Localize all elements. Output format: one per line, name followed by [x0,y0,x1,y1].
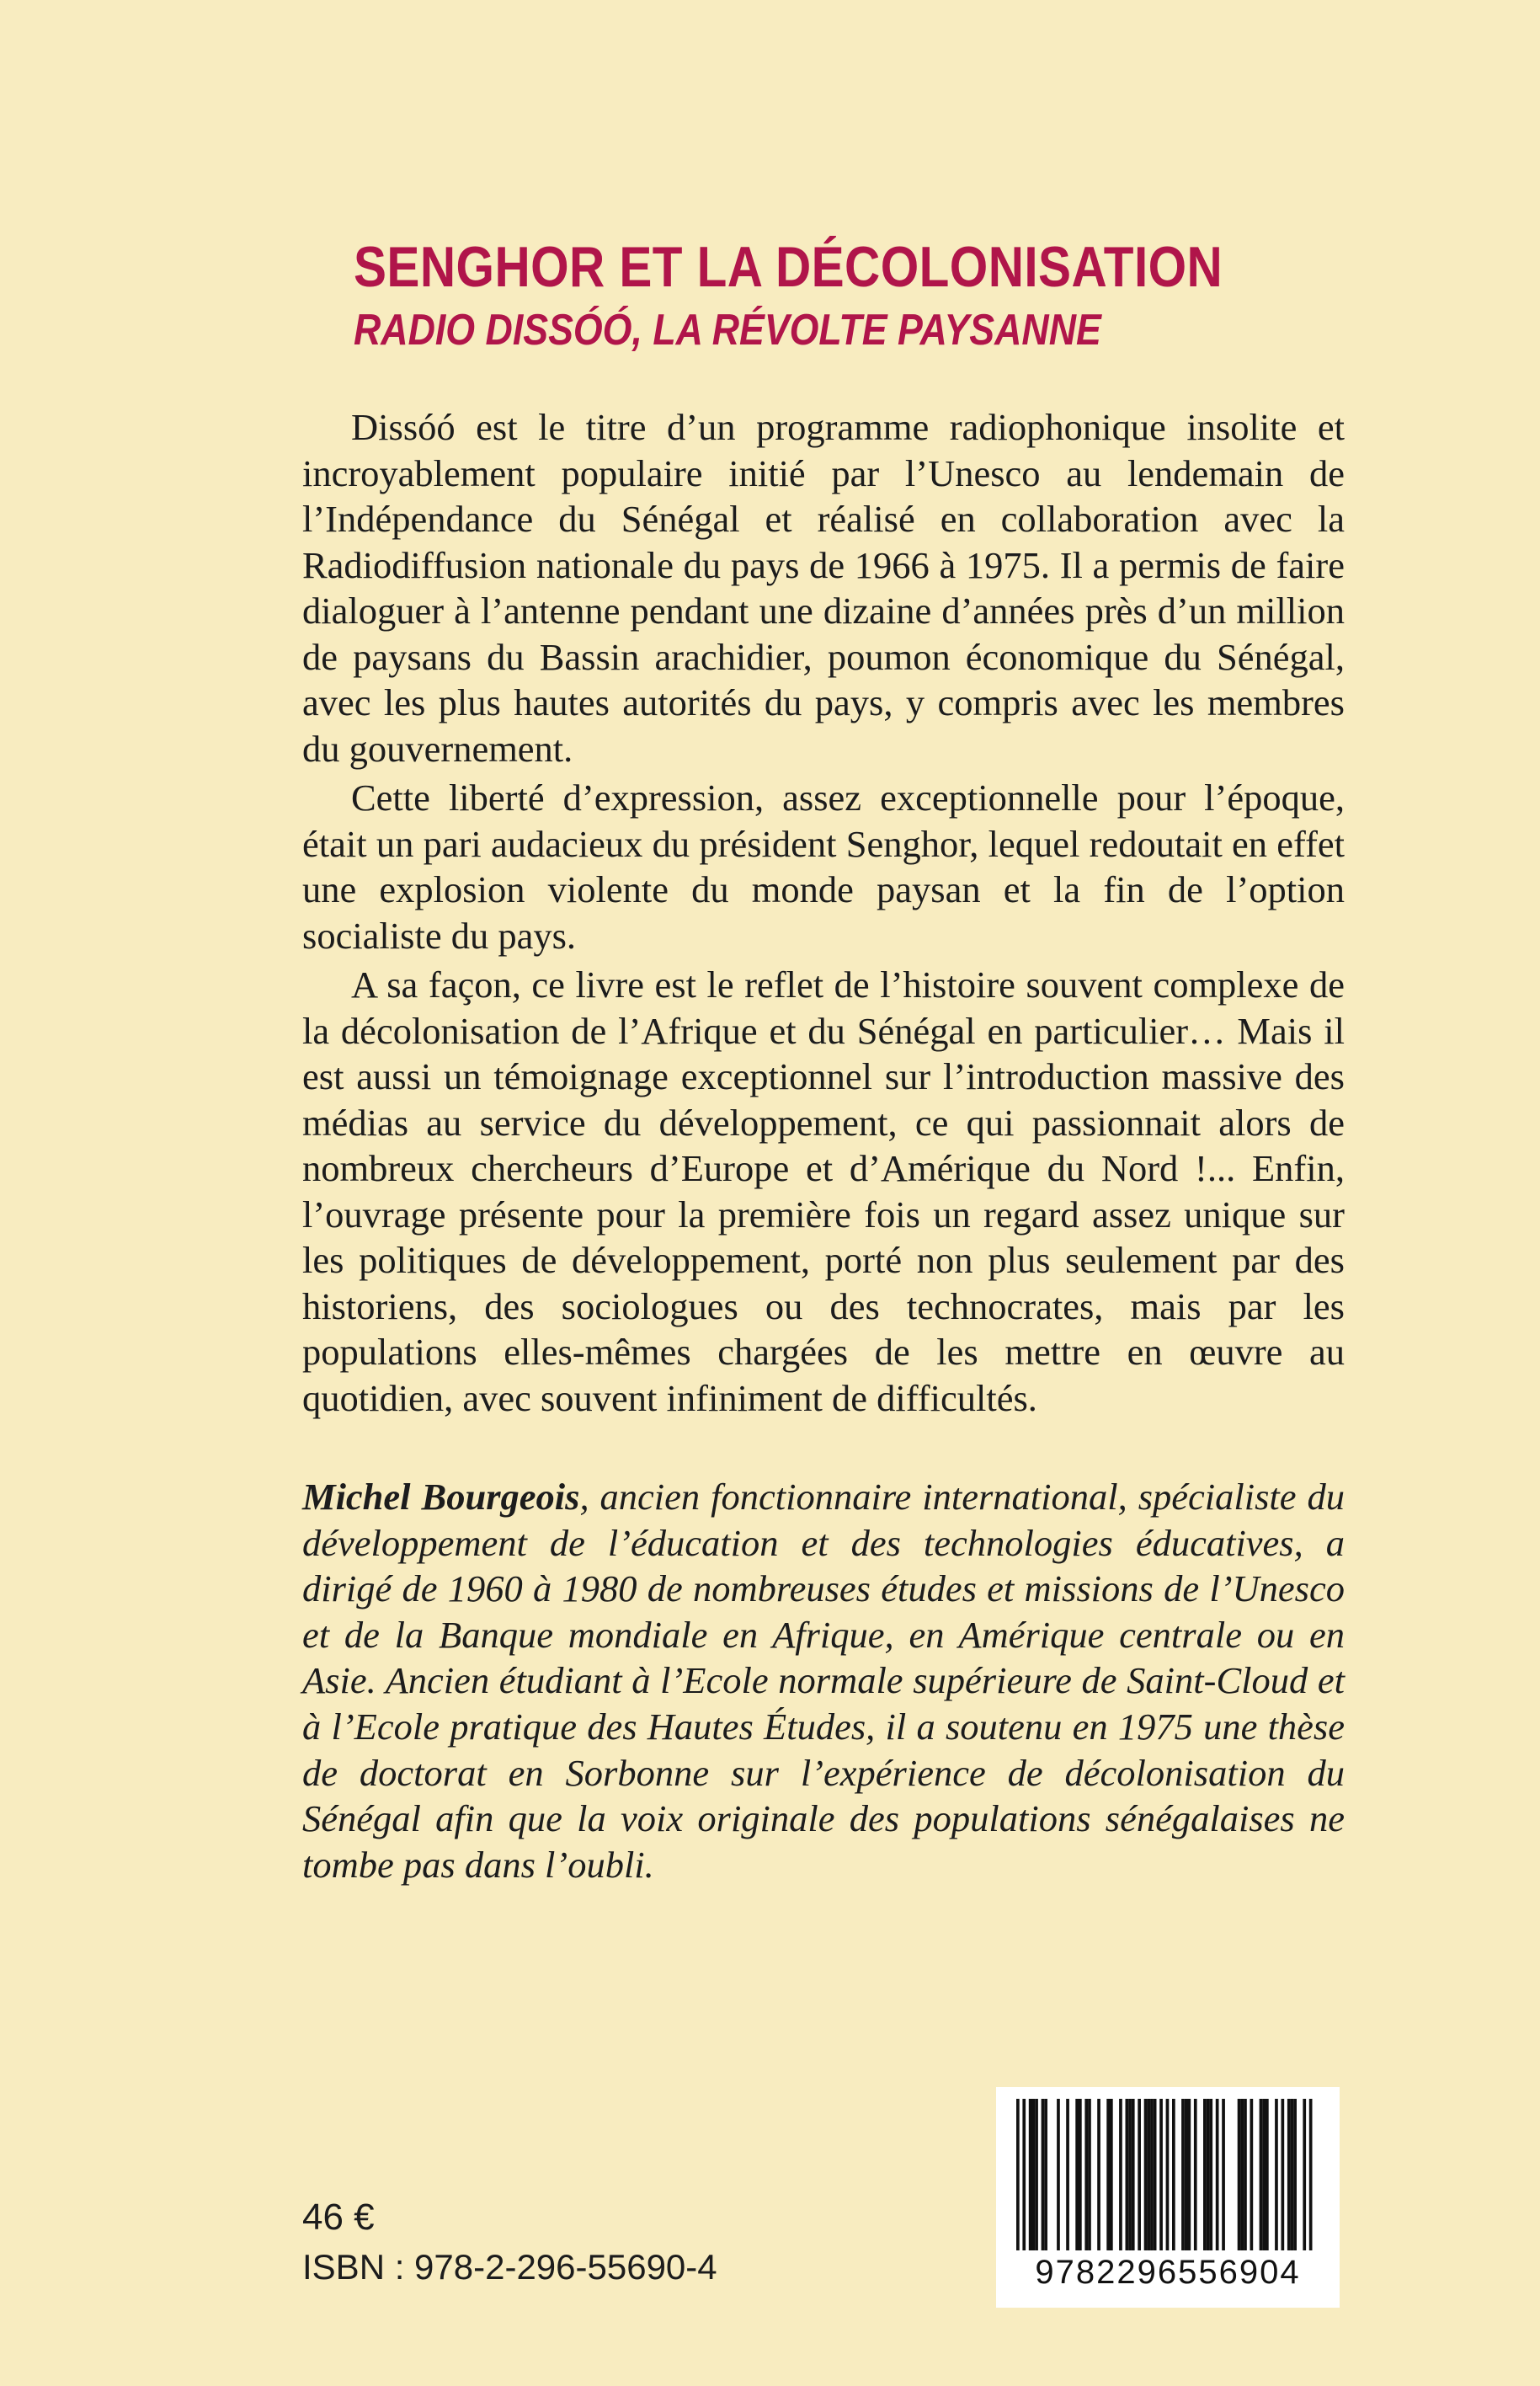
barcode-bar [1222,2099,1225,2250]
barcode-bar [1216,2099,1219,2250]
barcode-bar [1106,2099,1110,2250]
barcode-bar [1138,2099,1141,2250]
barcode-bar [1035,2099,1038,2250]
book-title: SENGHOR ET LA DÉCOLONISATION [354,235,1223,299]
barcode-bar [1097,2099,1100,2250]
barcode-bar [1016,2099,1020,2250]
barcode-bar [1293,2099,1297,2250]
barcode-bar [1044,2099,1047,2250]
isbn: ISBN : 978-2-296-55690-4 [302,2247,717,2287]
barcode-bar [1282,2099,1285,2250]
blurb-paragraph: A sa façon, ce livre est le reflet de l’histoire souvent complexe de la décolonisation de l’Afrique et du Sénégal en particulier… Mais il est aussi un témoignage exceptionnel sur l’introduction massive des médias au service du développement, ce qui passionnait alors de nombreux chercheurs d’Europe et d’Amérique du Nord !... Enfin, l’ouvrage présente pour la première fois un regard assez unique sur les politiques de développement, porté non plus seulement par des historiens, des sociologues ou des technocrates, mais par les populations elles-mêmes chargées de les mettre en œuvre au quotidien, avec souvent infiniment de difficultés. [302,963,1345,1419]
barcode-bar [1079,2099,1082,2250]
book-subtitle: RADIO DISSÓÓ, LA RÉVOLTE PAYSANNE [354,306,1101,355]
barcode-bar [1188,2099,1191,2250]
barcode-bar [1032,2099,1036,2250]
blurb-paragraph: Dissóó est le titre d’un programme radiophonique insolite et incroyablement populaire initié par l’Unesco au lendemain de l’Indépendance du Sénégal et réalisé en collaboration avec la Radiodiffusion nationale du pays de 1966 à 1975. Il a permis de faire dialoguer à l’antenne pendant une dizaine d’années près d’un million de paysans du Bassin arachidier, poumon économique du Sénégal, avec les plus hautes autorités du pays, y compris avec les membres du gouvernement. [302,406,1345,770]
barcode-bar [1075,2099,1079,2250]
blurb [302,404,1345,1421]
author-name: Michel Bourgeois [302,1476,580,1518]
barcode-bar [1022,2099,1026,2250]
barcode-bar [1287,2099,1291,2250]
barcode-bar [1194,2099,1197,2250]
blurb-paragraph: Cette liberté d’expression, assez exceptionnelle pour l’époque, était un pari audacieux du président Senghor, lequel redoutait en effet une explosion violente du monde paysan et la fin de l’option socialiste du pays. [302,777,1345,957]
barcode-bar [1119,2099,1122,2250]
barcode-bar [1181,2099,1185,2250]
barcode-bar [1088,2099,1091,2250]
barcode-bar [1309,2099,1313,2250]
barcode-bar [1066,2099,1069,2250]
barcode-bar [1185,2099,1188,2250]
barcode-bar [1250,2099,1254,2250]
barcode-bar [1244,2099,1247,2250]
barcode-bar [1275,2099,1278,2250]
barcode-bar [1166,2099,1170,2250]
barcode-bar [1203,2099,1207,2250]
barcode-bar [1128,2099,1132,2250]
barcode-bar [1240,2099,1244,2250]
barcode-bar [1238,2099,1241,2250]
price: 46 € [302,2197,375,2238]
barcode-number: 9782296556904 [1035,2254,1301,2291]
barcode-bar [1144,2099,1148,2250]
barcode-bar [1266,2099,1269,2250]
barcode-bar [1262,2099,1266,2250]
author-bio [302,1474,1345,1887]
barcode-bar [1057,2099,1060,2250]
barcode-bar [1150,2099,1154,2250]
barcode [996,2087,1340,2308]
barcode-bar [1209,2099,1212,2250]
barcode-bar [1042,2099,1045,2250]
barcode-bar [1132,2099,1135,2250]
barcode-bar [1291,2099,1294,2250]
barcode-bar [1207,2099,1210,2250]
barcode-bar [1260,2099,1263,2250]
barcode-bar [1154,2099,1157,2250]
barcode-bar [1084,2099,1088,2250]
barcode-bar [1029,2099,1032,2250]
barcode-bar [1303,2099,1306,2250]
barcode-bar [1159,2099,1163,2250]
barcode-bar [1126,2099,1129,2250]
barcode-bar [1172,2099,1175,2250]
author-bio-text: , ancien fonctionnaire international, spécialiste du développement de l’éducation et des technologies éducatives, a dirigé de 1960 à 1980 de nombreuses études et missions de l’Unesco et de la Banque mondiale en Afrique, en Amérique centrale ou en Asie. Ancien étudiant à l’Ecole normale supérieure de Saint-Cloud et à l’Ecole pratique des Hautes Études, il a soutenu en 1975 une thèse de doctorat en Sorbonne sur l’expérience de décolonisation du Sénégal afin que la voix originale des populations sénégalaises ne tombe pas dans l’oubli. [302,1476,1346,1886]
barcode-bar [1147,2099,1150,2250]
barcode-bar [1110,2099,1113,2250]
